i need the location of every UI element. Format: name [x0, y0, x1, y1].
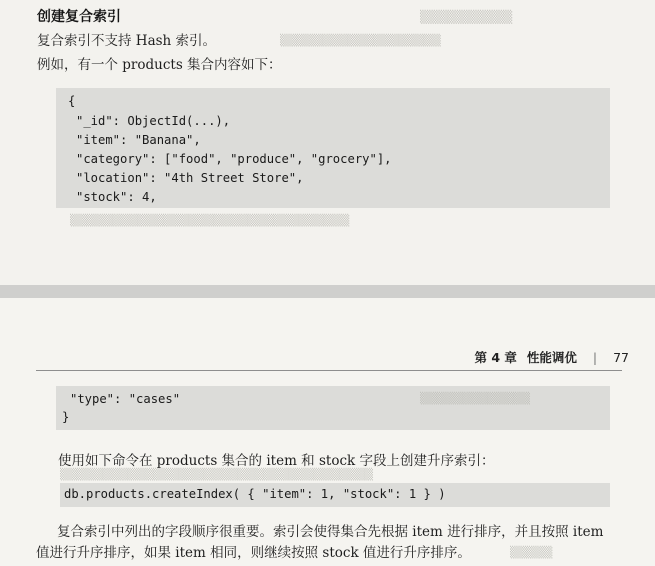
section-heading: 创建复合索引 — [37, 9, 121, 25]
bottom-page — [0, 298, 655, 566]
paragraph-field-order-2: 值进行升序排序，如果 item 相同，则继续按照 stock 值进行升序排序。 — [36, 545, 471, 561]
header-rule — [36, 370, 622, 371]
paragraph-command-intro: 使用如下命令在 products 集合的 item 和 stock 字段上创建升序索引： — [58, 453, 495, 469]
code-line: { — [68, 94, 76, 108]
code-line: "stock": 4, — [76, 190, 157, 204]
page-gap — [0, 285, 655, 298]
page-number: 77 — [613, 350, 629, 365]
bleed-through-text: ▒▒▒▒▒▒▒▒▒▒▒▒▒ — [420, 392, 530, 405]
bleed-through-text: ▒▒▒▒▒▒▒▒▒▒ — [420, 10, 513, 24]
code-line: } — [62, 410, 70, 424]
bleed-through-text: ▒▒▒▒▒ — [510, 546, 553, 559]
code-line: "type": "cases" — [70, 392, 181, 406]
paragraph-products-intro: 例如，有一个 products 集合内容如下： — [37, 57, 282, 73]
code-block-products-document — [56, 88, 610, 208]
bleed-through-text: ▒▒▒▒▒▒▒▒▒▒▒▒▒▒▒▒▒▒▒▒▒▒▒▒▒▒▒▒▒▒▒▒▒▒▒▒▒ — [60, 468, 374, 481]
bleed-through-text: ▒▒▒▒▒▒▒▒▒▒▒▒▒▒▒▒▒▒▒ — [280, 34, 441, 47]
code-line: "_id": ObjectId(...), — [76, 114, 231, 128]
header-separator: | — [592, 350, 598, 365]
code-block-create-index — [60, 483, 610, 507]
chapter-number: 第 4 章 — [474, 350, 517, 365]
running-header — [475, 348, 630, 366]
code-line: "item": "Banana", — [76, 133, 201, 147]
bleed-through-text: ▒▒▒▒▒▒▒▒▒▒▒▒▒▒▒▒▒▒▒▒▒▒▒▒▒▒▒▒▒▒▒▒▒ — [70, 214, 350, 227]
code-line: "category": ["food", "produce", "grocery"], — [76, 152, 392, 166]
paragraph-field-order-1: 复合索引中列出的字段顺序很重要。索引会使得集合先根据 item 进行排序，并且按照 item — [57, 524, 604, 540]
chapter-title: 性能调优 — [526, 350, 577, 365]
code-line: "location": "4th Street Store", — [76, 171, 304, 185]
code-line: db.products.createIndex( { "item": 1, "stock": 1 } ) — [64, 487, 446, 501]
paragraph-hash-note: 复合索引不支持 Hash 索引。 — [37, 33, 217, 49]
